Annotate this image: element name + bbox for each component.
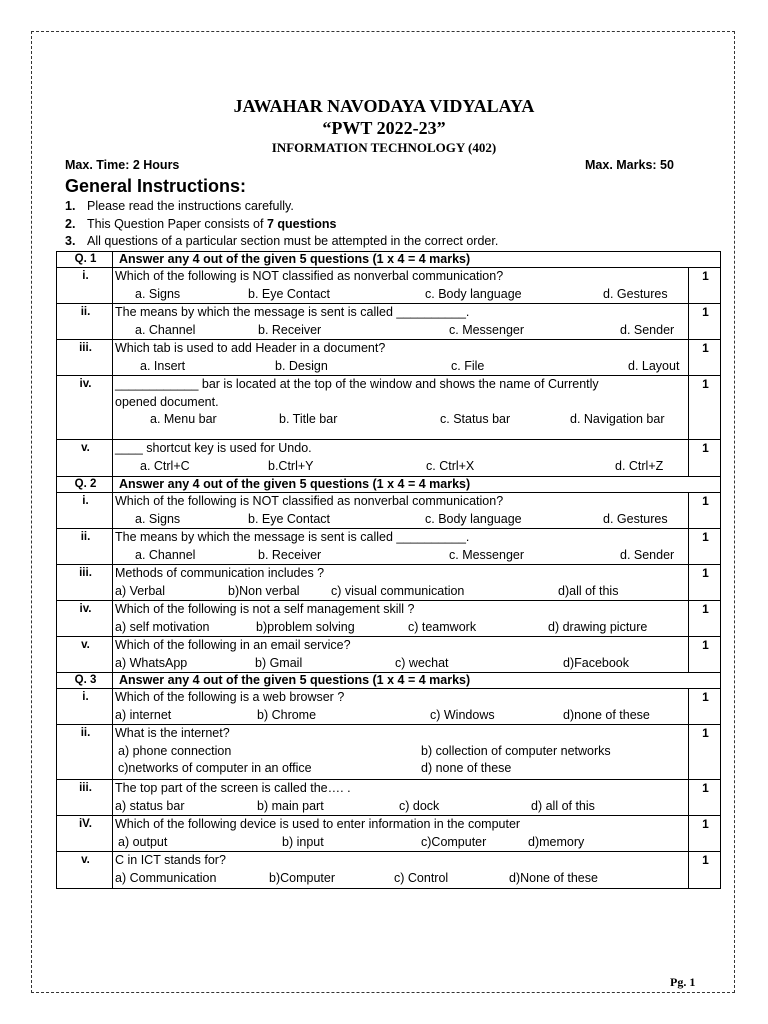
option: b. Title bar bbox=[279, 412, 338, 426]
option: c. File bbox=[451, 358, 485, 373]
option: b) main part bbox=[257, 798, 324, 813]
question-marks: 1 bbox=[689, 689, 721, 725]
question-number: v. bbox=[57, 852, 113, 889]
option: a) Communication bbox=[115, 870, 217, 885]
exam-name: “PWT 2022-23” bbox=[322, 118, 446, 138]
section-label: Q. 1 bbox=[57, 252, 113, 268]
option: d)memory bbox=[528, 834, 585, 849]
question-row bbox=[57, 852, 721, 889]
question-number: iii. bbox=[57, 565, 113, 601]
question-row bbox=[57, 440, 721, 477]
question-text-cont: opened document. bbox=[115, 394, 219, 409]
question-row bbox=[57, 565, 721, 601]
option: d. Sender bbox=[620, 547, 675, 562]
option: b. Eye Contact bbox=[248, 511, 330, 526]
question-marks: 1 bbox=[689, 780, 721, 816]
question-text: ____ shortcut key is used for Undo. bbox=[115, 441, 312, 455]
option: d)all of this bbox=[558, 583, 619, 598]
option: a. Signs bbox=[135, 511, 181, 526]
instruction-item: 2. This Question Paper consists of 7 questions bbox=[65, 217, 337, 231]
option: b)problem solving bbox=[256, 619, 355, 634]
question-text: What is the internet? bbox=[115, 726, 230, 740]
question-row bbox=[57, 376, 721, 440]
max-time: Max. Time: 2 Hours bbox=[65, 158, 180, 172]
option: c. Ctrl+X bbox=[426, 458, 475, 473]
option: a) Verbal bbox=[115, 583, 166, 598]
section-title: Answer any 4 out of the given 5 questions (1 x 4 = 4 marks) bbox=[113, 673, 721, 689]
option: a) phone connection bbox=[118, 743, 232, 758]
option: c) Control bbox=[394, 870, 449, 885]
option: d. Sender bbox=[620, 322, 675, 337]
question-text: Which of the following device is used to enter information in the computer bbox=[115, 817, 521, 831]
question-text: Which of the following in an email service? bbox=[115, 638, 351, 652]
option: d)none of these bbox=[563, 707, 650, 722]
option: d. Navigation bar bbox=[570, 412, 665, 426]
option: b. Receiver bbox=[258, 547, 322, 562]
option: a) internet bbox=[115, 707, 172, 722]
question-marks: 1 bbox=[689, 601, 721, 637]
option: b. Design bbox=[275, 358, 328, 373]
option: c) dock bbox=[399, 798, 440, 813]
question-text: The means by which the message is sent is called __________. bbox=[115, 530, 470, 544]
subject-name: INFORMATION TECHNOLOGY (402) bbox=[271, 140, 497, 155]
question-marks: 1 bbox=[689, 725, 721, 780]
option: b) Chrome bbox=[257, 707, 317, 722]
question-number: ii. bbox=[57, 529, 113, 565]
option: a. Insert bbox=[140, 358, 186, 373]
section-label: Q. 3 bbox=[57, 673, 113, 689]
question-row bbox=[57, 689, 721, 725]
section-header bbox=[57, 252, 721, 268]
option: b. Eye Contact bbox=[248, 286, 330, 301]
option: b) input bbox=[282, 834, 324, 849]
section-title: Answer any 4 out of the given 5 questions (1 x 4 = 4 marks) bbox=[113, 252, 721, 268]
question-marks: 1 bbox=[689, 852, 721, 889]
option: a) self motivation bbox=[115, 619, 210, 634]
question-row bbox=[57, 304, 721, 340]
question-row bbox=[57, 493, 721, 529]
question-text: Which of the following is not a self management skill ? bbox=[115, 602, 415, 616]
question-number: iv. bbox=[57, 601, 113, 637]
question-text: Methods of communication includes ? bbox=[115, 566, 325, 580]
section-title: Answer any 4 out of the given 5 questions (1 x 4 = 4 marks) bbox=[113, 477, 721, 493]
instruction-item: 1. Please read the instructions carefully. bbox=[65, 199, 294, 213]
question-marks: 1 bbox=[689, 565, 721, 601]
option: b) Gmail bbox=[255, 655, 303, 670]
instructions-title: General Instructions: bbox=[65, 176, 247, 196]
option: a) WhatsApp bbox=[115, 655, 188, 670]
option: d. Gestures bbox=[603, 286, 668, 301]
question-number: iv. bbox=[57, 376, 113, 440]
question-number: i. bbox=[57, 493, 113, 529]
option: d. Layout bbox=[628, 358, 680, 373]
school-name: JAWAHAR NAVODAYA VIDYALAYA bbox=[233, 96, 535, 116]
question-marks: 1 bbox=[689, 816, 721, 852]
question-row bbox=[57, 601, 721, 637]
question-text: ____________ bar is located at the top of the window and shows the name of Currently bbox=[115, 377, 599, 391]
question-marks: 1 bbox=[689, 529, 721, 565]
option: a) status bar bbox=[115, 798, 185, 813]
option: d. Gestures bbox=[603, 511, 668, 526]
option: c)networks of computer in an office bbox=[118, 760, 312, 775]
option: d. Ctrl+Z bbox=[615, 458, 664, 473]
option: c. Body language bbox=[425, 511, 522, 526]
question-row bbox=[57, 268, 721, 304]
option: c. Body language bbox=[425, 286, 522, 301]
question-row bbox=[57, 780, 721, 816]
option: a. Ctrl+C bbox=[140, 458, 190, 473]
question-row bbox=[57, 637, 721, 673]
question-number: ii. bbox=[57, 725, 113, 780]
option: a. Channel bbox=[135, 322, 196, 337]
question-text: C in ICT stands for? bbox=[115, 853, 226, 867]
question-text: Which of the following is a web browser ? bbox=[115, 690, 345, 704]
option: a. Menu bar bbox=[150, 412, 217, 426]
question-number: v. bbox=[57, 440, 113, 477]
section-label: Q. 2 bbox=[57, 477, 113, 493]
question-row bbox=[57, 529, 721, 565]
option: b. Receiver bbox=[258, 322, 322, 337]
question-number: i. bbox=[57, 268, 113, 304]
option: c)Computer bbox=[421, 834, 487, 849]
option: d)Facebook bbox=[563, 655, 630, 670]
question-number: iii. bbox=[57, 340, 113, 376]
option: c. Messenger bbox=[449, 547, 525, 562]
option: b)Non verbal bbox=[228, 583, 300, 598]
option: a) output bbox=[118, 834, 168, 849]
question-text: Which of the following is NOT classified as nonverbal communication? bbox=[115, 269, 504, 283]
question-number: v. bbox=[57, 637, 113, 673]
question-number: iii. bbox=[57, 780, 113, 816]
question-row bbox=[57, 725, 721, 780]
section-header bbox=[57, 477, 721, 493]
page-number: Pg. 1 bbox=[670, 975, 696, 989]
question-text: Which of the following is NOT classified as nonverbal communication? bbox=[115, 494, 504, 508]
option: c) visual communication bbox=[331, 583, 465, 598]
question-text: The means by which the message is sent is called __________. bbox=[115, 305, 470, 319]
option: b) collection of computer networks bbox=[421, 743, 611, 758]
option: b.Ctrl+Y bbox=[268, 458, 314, 473]
question-number: ii. bbox=[57, 304, 113, 340]
question-marks: 1 bbox=[689, 376, 721, 440]
question-text: Which tab is used to add Header in a document? bbox=[115, 341, 386, 355]
question-marks: 1 bbox=[689, 304, 721, 340]
question-marks: 1 bbox=[689, 340, 721, 376]
question-number: i. bbox=[57, 689, 113, 725]
section-header bbox=[57, 673, 721, 689]
option: d)None of these bbox=[509, 870, 598, 885]
question-marks: 1 bbox=[689, 637, 721, 673]
question-marks: 1 bbox=[689, 493, 721, 529]
question-number: iV. bbox=[57, 816, 113, 852]
option: c) Windows bbox=[430, 707, 495, 722]
option: d) drawing picture bbox=[548, 619, 648, 634]
option: c. Status bar bbox=[440, 412, 511, 426]
question-row bbox=[57, 816, 721, 852]
question-marks: 1 bbox=[689, 268, 721, 304]
max-marks: Max. Marks: 50 bbox=[585, 158, 674, 172]
question-row bbox=[57, 340, 721, 376]
option: d) none of these bbox=[421, 760, 512, 775]
option: a. Channel bbox=[135, 547, 196, 562]
option: a. Signs bbox=[135, 286, 181, 301]
option: d) all of this bbox=[531, 798, 595, 813]
option: c) teamwork bbox=[408, 619, 477, 634]
question-table bbox=[56, 251, 721, 889]
question-marks: 1 bbox=[689, 440, 721, 477]
question-text: The top part of the screen is called the…. . bbox=[115, 781, 351, 795]
option: b)Computer bbox=[269, 870, 335, 885]
instruction-item: 3. All questions of a particular section must be attempted in the correct order. bbox=[65, 234, 499, 248]
option: c) wechat bbox=[395, 655, 449, 670]
option: c. Messenger bbox=[449, 322, 525, 337]
